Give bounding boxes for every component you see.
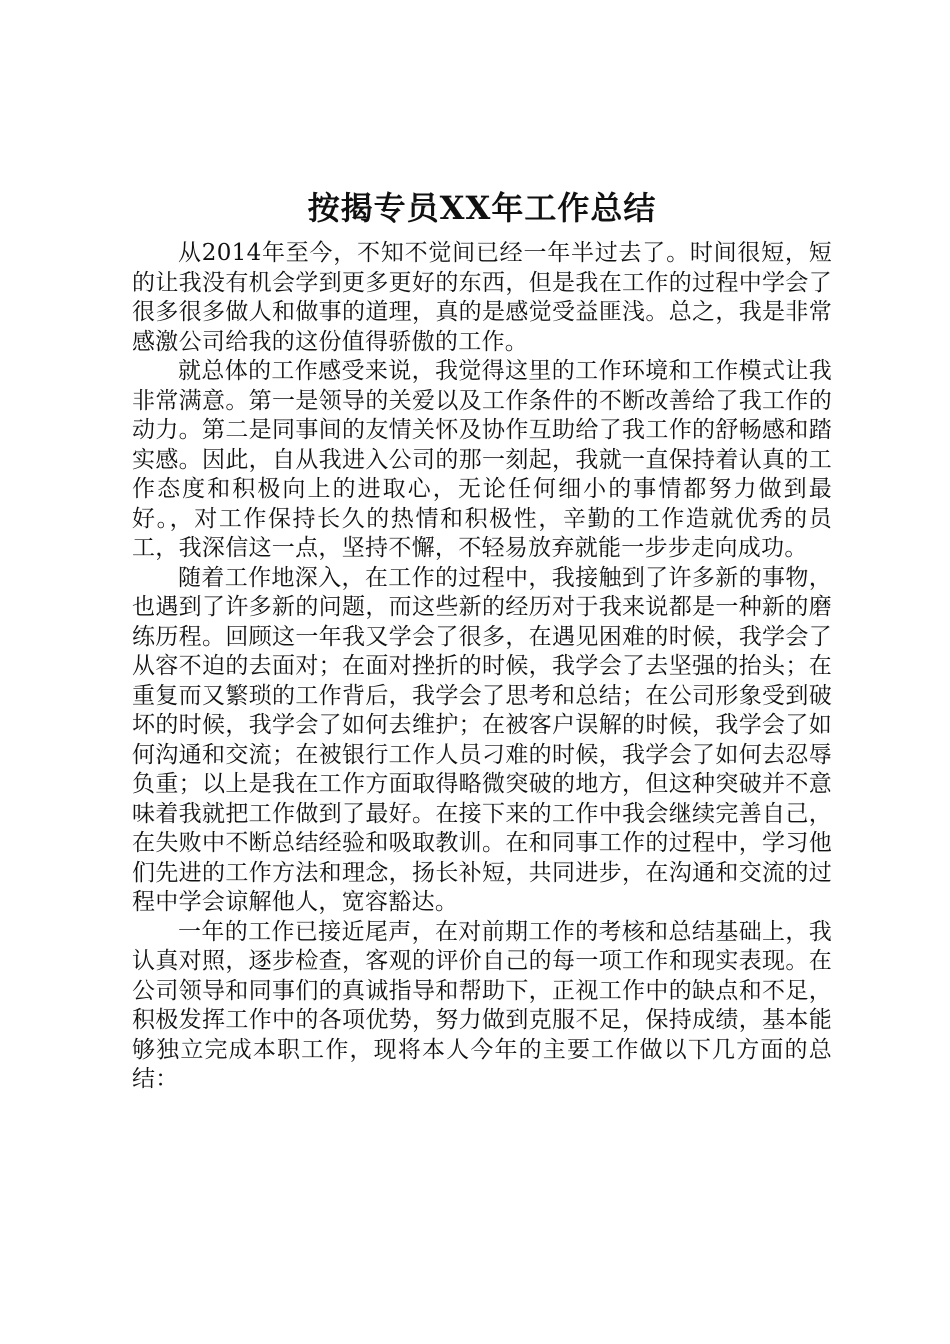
document-page bbox=[132, 185, 832, 1095]
paragraph-1: 从2014年至今，不知不觉间已经一年半过去了。时间很短，短的让我没有机会学到更多更好的东西，但是我在工作的过程中学会了很多很多做人和做事的道理，真的是感觉受益匪浅。总之，我是非常感激公司给我的这份值得骄傲的工作。 bbox=[132, 240, 832, 355]
paragraph-2: 就总体的工作感受来说，我觉得这里的工作环境和工作模式让我非常满意。第一是领导的关爱以及工作条件的不断改善给了我工作的动力。第二是同事间的友情关怀及协作互助给了我工作的舒畅感和踏实感。因此，自从我进入公司的那一刻起，我就一直保持着认真的工作态度和积极向上的进取心，无论任何细小的事情都努力做到最好。，对工作保持长久的热情和积极性，辛勤的工作造就优秀的员工，我深信这一点，坚持不懈，不轻易放弃就能一步步走向成功。 bbox=[132, 358, 832, 561]
paragraph-4: 一年的工作已接近尾声，在对前期工作的考核和总结基础上，我认真对照，逐步检查，客观的评价自己的每一项工作和现实表现。在公司领导和同事们的真诚指导和帮助下，正视工作中的缺点和不足，积极发挥工作中的各项优势，努力做到克服不足，保持成绩，基本能够独立完成本职工作，现将本人今年的主要工作做以下几方面的总结： bbox=[132, 918, 832, 1092]
document-title: 按揭专员XX年工作总结 bbox=[307, 189, 657, 227]
paragraph-3: 随着工作地深入，在工作的过程中，我接触到了许多新的事物，也遇到了许多新的问题，而这些新的经历对于我来说都是一种新的磨练历程。回顾这一年我又学会了很多，在遇见困难的时候，我学会了从容不迫的去面对；在面对挫折的时候，我学会了去坚强的抬头；在重复而又繁琐的工作背后，我学会了思考和总结；在公司形象受到破坏的时候，我学会了如何去维护；在被客户误解的时候，我学会了如何沟通和交流；在被银行工作人员刁难的时候，我学会了如何去忍辱负重；以上是我在工作方面取得略微突破的地方，但这种突破并不意味着我就把工作做到了最好。在接下来的工作中我会继续完善自己，在失败中不断总结经验和吸取教训。在和同事工作的过程中，学习他们先进的工作方法和理念，扬长补短，共同进步，在沟通和交流的过程中学会谅解他人，宽容豁达。 bbox=[132, 564, 832, 915]
